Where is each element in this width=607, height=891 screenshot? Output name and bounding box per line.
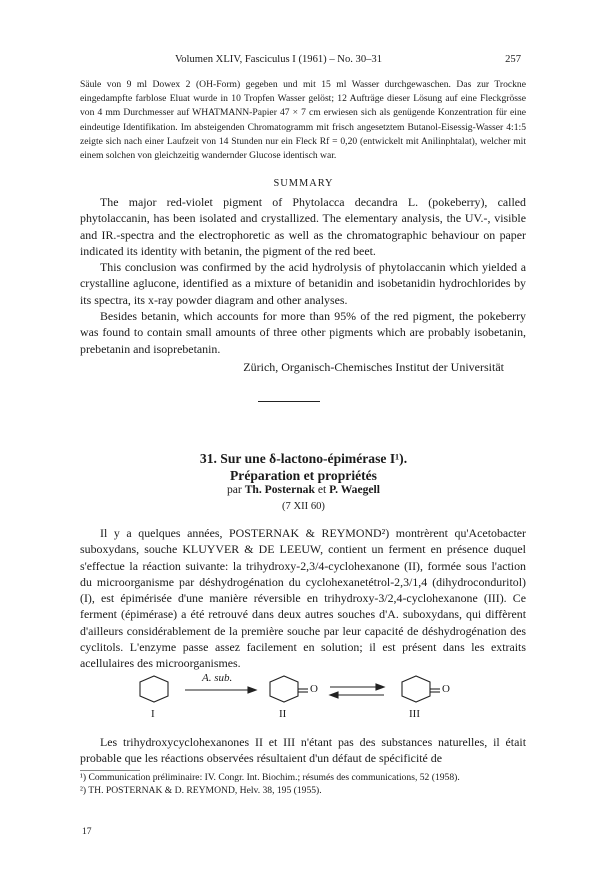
- summary-paragraph-2: This conclusion was confirmed by the acid hydrolysis of phytolaccanin which yielded a crystalline aglucone, identified as a mixture of betanidin and isobetanidin hydrochlorides by its spectra, its x-ray powder diagram and other analyses.: [80, 260, 526, 307]
- summary-paragraph-3: Besides betanin, which accounts for more than 95% of the red pigment, the pokeberry was found to contain small amounts of three other pigments which are probably isobetanin, prebetanin and isoprebetanin.: [80, 309, 526, 356]
- structure-II: [270, 676, 308, 702]
- article-title-line-2: Préparation et propriétés: [230, 468, 377, 483]
- page-number: 257: [505, 54, 521, 65]
- german-paragraph: Säule von 9 ml Dowex 2 (OH-Form) gegeben und mit 15 ml Wasser durchgewaschen. Das zur Trockne eingedampfte farblose Eluat wurde in 10 Tropfen Wasser gelöst; 12 Aufträge dieser Lösung auf eine Fleckgrösse von 4 mm Durchmesser auf WHATMANN-Papier 47 × 7 cm erwiesen sich als genügende Konzentration für eine eindeutige Identifikation. Im absteigenden Chromatogramm mit frisch angesetztem Butanol-Eisessig-Wasser 4:1:5 zeigte sich nach einer Laufzeit von 14 Stunden nur ein Fleck Rf = 0,20 (entwickelt mit Anilinphtalat), welcher mit einem solchen von gleichzeitig wandernder Glucose identisch war.: [80, 79, 526, 162]
- journal-line: Volumen XLIV, Fasciculus I (1961) – No. 30–31: [174, 54, 383, 65]
- article-body-1: [80, 525, 526, 672]
- carbonyl-III: O: [442, 683, 450, 695]
- structure-III: [402, 676, 440, 702]
- forward-arrow: [185, 687, 256, 693]
- received-date: (7 XII 60): [282, 501, 325, 512]
- authors-and: et: [317, 483, 327, 496]
- footnote-divider: [80, 770, 140, 771]
- label-III: III: [409, 708, 420, 720]
- summary-section: [80, 194, 526, 357]
- article-title: [0, 450, 607, 484]
- label-II: II: [279, 708, 287, 720]
- summary-paragraph-1: The major red-violet pigment of Phytolacca decandra L. (pokeberry), called phytolaccanin, has been isolated and crystallized. The elementary analysis, the UV.-, visible and IR.-spectra and the electrophoretic as well as the chromatographic behaviour on paper indicated its identity with betanin, the pigment of the red beet.: [80, 195, 526, 258]
- arrow-label: A. sub.: [202, 672, 233, 684]
- authors-prefix: par: [226, 483, 242, 496]
- summary-title: SUMMARY: [273, 178, 334, 189]
- author-2: P. Waegell: [329, 483, 380, 496]
- article-authors: [0, 483, 607, 496]
- section-divider: [258, 401, 320, 402]
- article-title-line-1: 31. Sur une δ-lactono-épimérase I¹).: [199, 451, 408, 466]
- footnote-1: ¹) Communication préliminaire: IV. Congr. Int. Biochim.; résumés des communications, 52 (1958).: [80, 772, 460, 783]
- label-I: I: [151, 708, 155, 720]
- reaction-scheme-drawing: [130, 668, 490, 728]
- footnotes: [80, 772, 526, 798]
- equilibrium-arrows: [330, 684, 384, 698]
- body-paragraph-1: Il y a quelques années, POSTERNAK & REYMOND²) montrèrent qu'Acetobacter suboxydans, souche KLUYVER & DE LEEUW, contient un ferment en présence duquel s'effectue la réaction suivante: la trihydroxy-2,3/4-cyclohexanone (II), formée sous l'action du microorganisme par déshydrogénation du cyclohexanetétrol-2,3/1,4 (dihydroconduritol) (I), est épimérisée d'une manière réversible en trihydroxy-3/2,4-cyclohexanone (III). Ce ferment (épimérase) a été retrouvé dans deux autres souches d'A. suboxydans, qui diffèrent d'ailleurs considérablement de la première souche par leur capacité de déshydrogénation des cyclitols. L'enzyme passe assez facilement en solution; il est présent dans les extraits acellulaires des microorganismes.: [80, 526, 526, 671]
- footnote-2: ²) TH. POSTERNAK & D. REYMOND, Helv. 38, 195 (1955).: [80, 784, 322, 796]
- article-body-2: [80, 734, 526, 767]
- body-paragraph-2: Les trihydroxycyclohexanones II et III n'étant pas des substances naturelles, il était probable que les réactions observées résultaient d'un défaut de spécificité de: [80, 735, 526, 766]
- author-1: Th. Posternak: [244, 483, 315, 496]
- carbonyl-II: O: [310, 683, 318, 695]
- structure-I: [140, 676, 168, 702]
- affiliation: Zürich, Organisch-Chemisches Institut der Universität: [243, 360, 504, 374]
- signature-mark: 17: [82, 826, 92, 837]
- reaction-scheme: [130, 668, 490, 728]
